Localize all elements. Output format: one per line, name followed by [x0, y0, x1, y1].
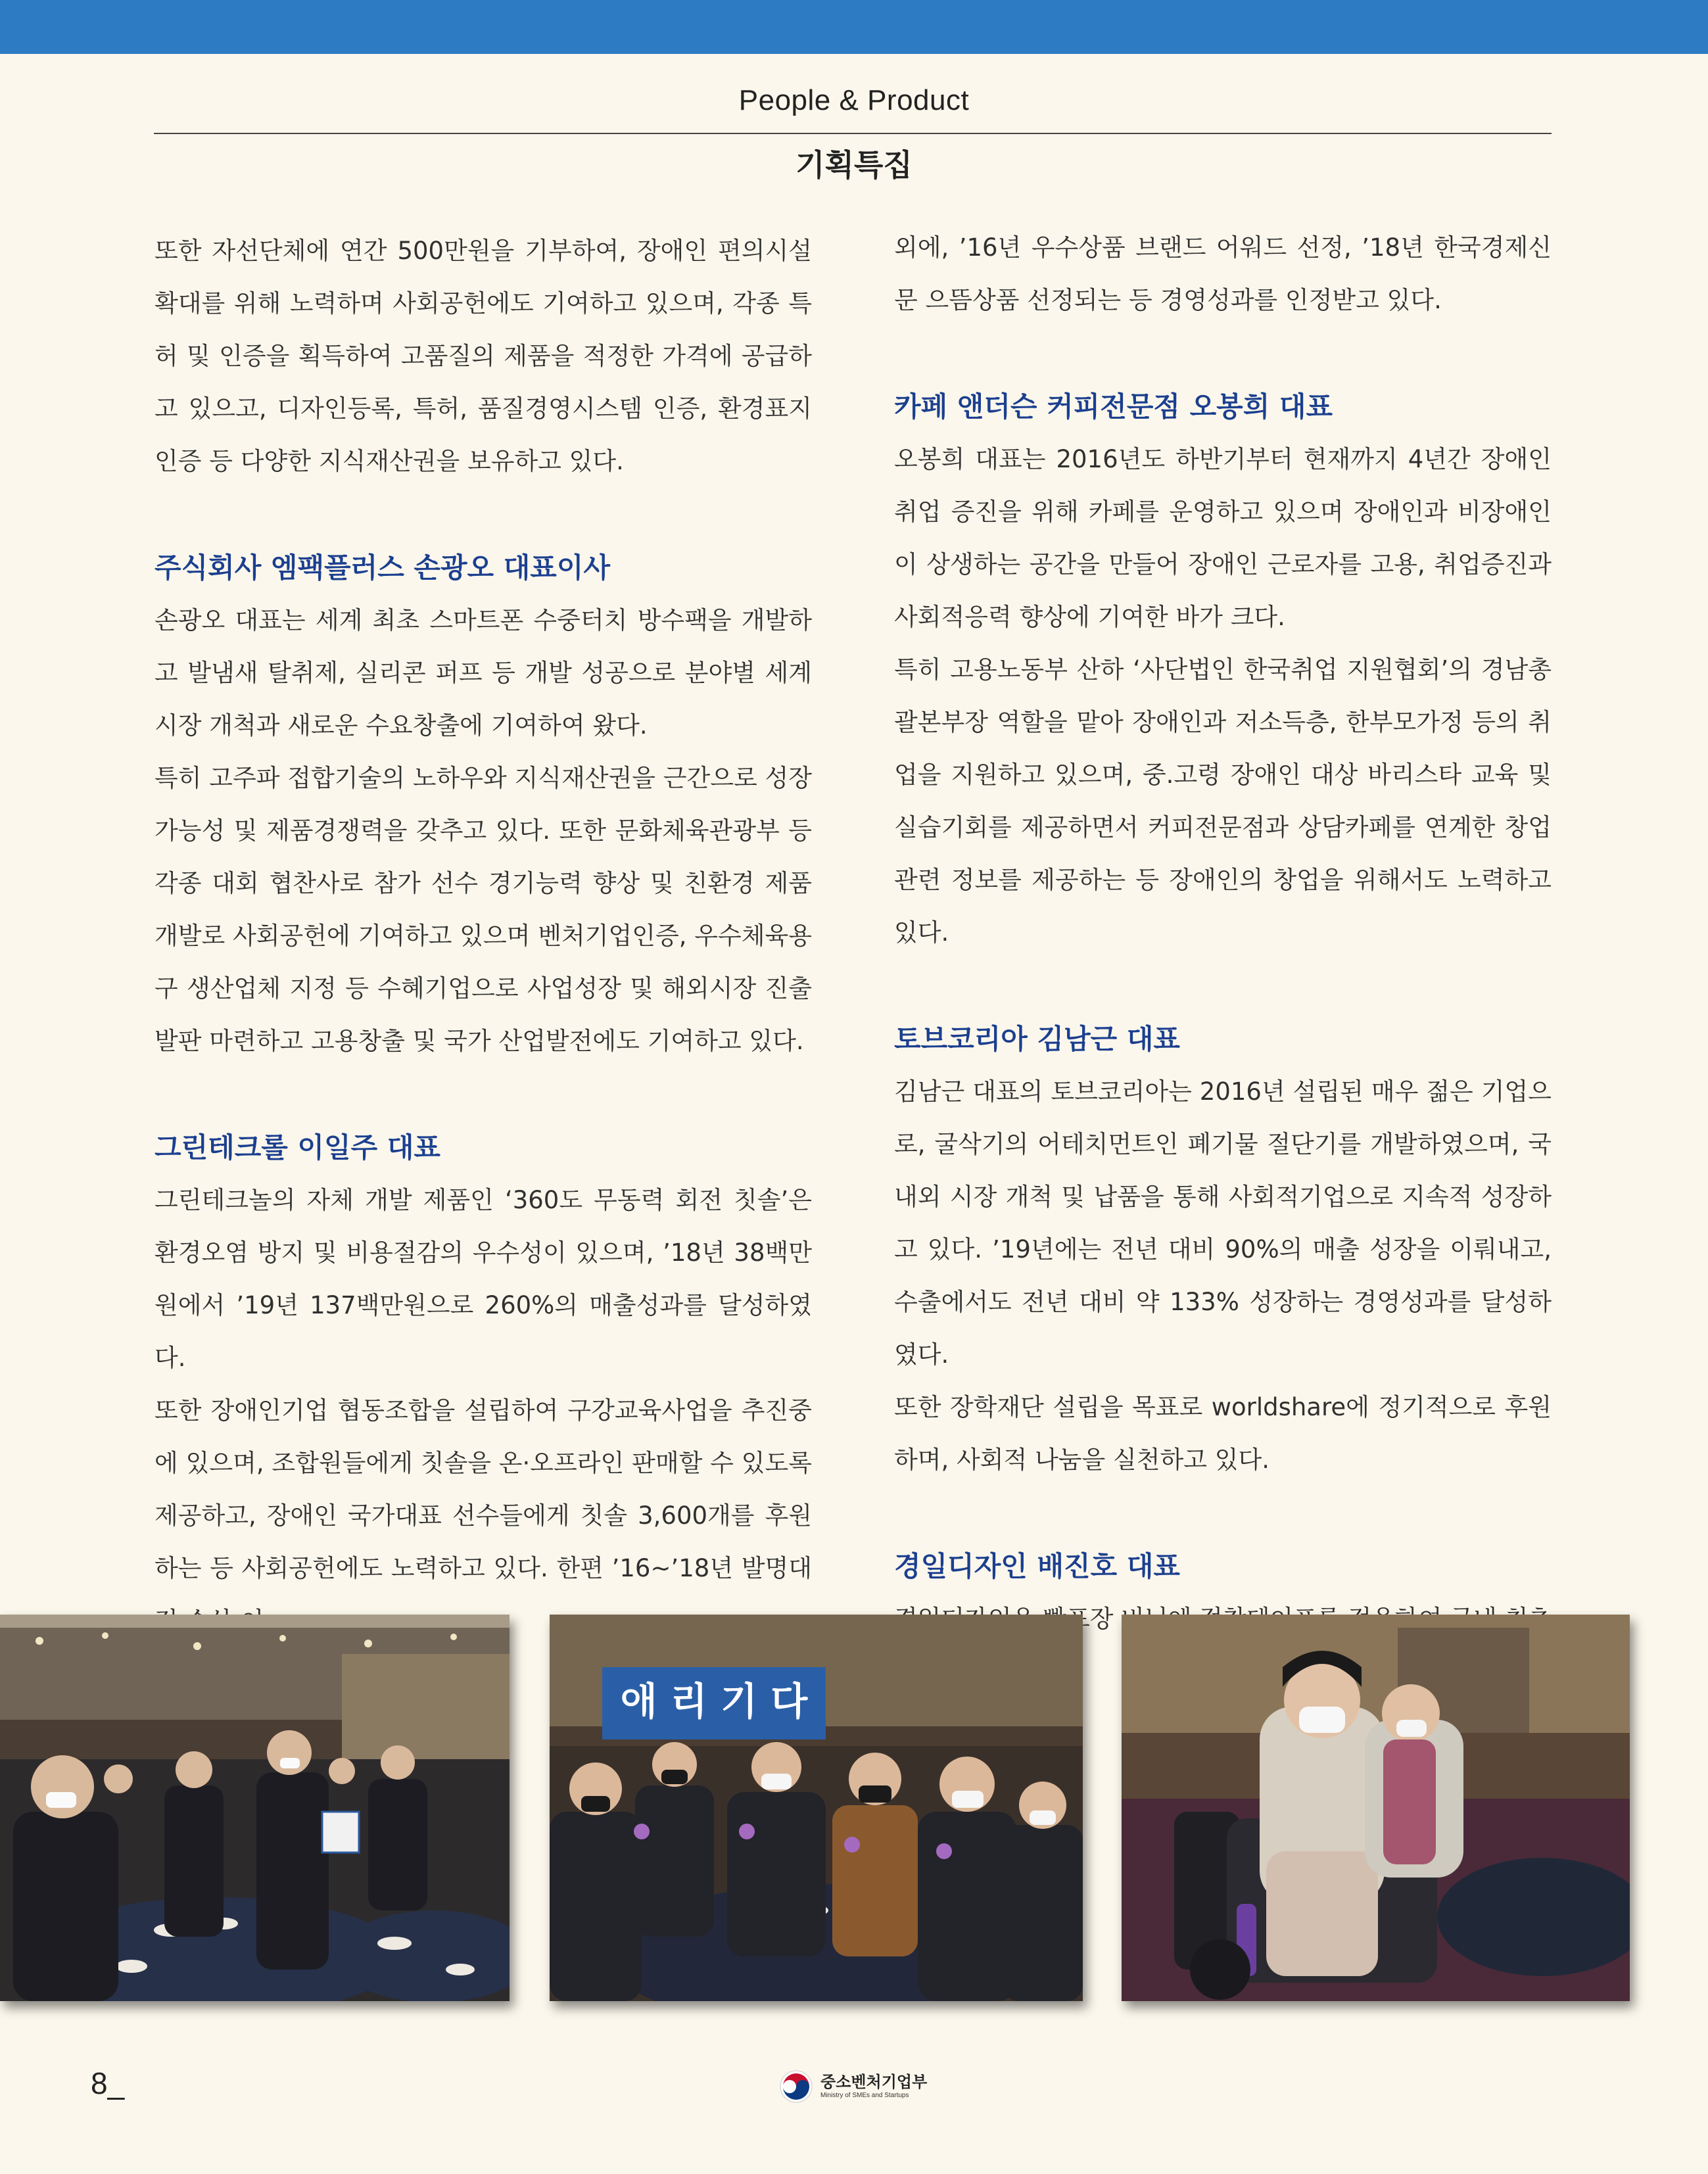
event-photo-seated-guests: [550, 1615, 1083, 2001]
tov-paragraph-1: 김남근 대표의 토브코리아는 2016년 설립된 매우 젊은 기업으로, 굴삭기의 어테치먼트인 폐기물 절단기를 개발하였으며, 국내외 시장 개척 및 납품을 통해 사회적기업으로 지속적 성장하고 있다. ’19년에는 전년 대비 90%의 매출 성장을 이뤄내고, 수출에서도 전년 대비 약 133% 성장하는 경영성과를 달성하였다.: [894, 1077, 1552, 1369]
section-label: People & Product: [738, 84, 970, 116]
cafe-paragraph-2: 특히 고용노동부 산하 ‘사단법인 한국취업 지원협회’의 경남총괄본부장 역할을 맡아 장애인과 저소득층, 한부모가정 등의 취업을 지원하고 있으며, 중.고령 장애인 대상 바리스타 교육 및 실습기회를 제공하면서 커피전문점과 상담카페를 연계한 창업 관련 정보를 제공하는 등 장애인의 창업을 위해서도 노력하고 있다.: [894, 655, 1552, 947]
right-column: [894, 222, 1552, 1698]
section-heading-greentech: 그린테크롤 이일주 대표: [154, 1131, 440, 1164]
ministry-name-en: Ministry of SMEs and Startups: [820, 2092, 909, 2099]
intro-paragraph: 또한 자선단체에 연간 500만원을 기부하여, 장애인 편의시설 확대를 위해 노력하며 사회공헌에도 기여하고 있으며, 각종 특허 및 인증을 획득하여 고품질의 제품을 적정한 가격에 공급하고 있으고, 디자인등록, 특허, 품질경영시스템 인증, 환경표지 인증 등 다양한 지식재산권을 보유하고 있다.: [154, 237, 812, 475]
left-column: [154, 225, 812, 1647]
page-number: 8_: [91, 2066, 125, 2100]
greentech-paragraph-2: 또한 장애인기업 협동조합을 설립하여 구강교육사업을 추진중에 있으며, 조합원들에게 칫솔을 온·오프라인 판매할 수 있도록 제공하고, 장애인 국가대표 선수들에게 칫솔 3,600개를 후원하는 등 사회공헌에도 노력하고 있다. 한편 ’16~’18년 발명대: [154, 1396, 812, 1582]
ministry-name-ko: 중소벤처기업부: [820, 2073, 928, 2091]
section-heading-cafe-anderson: 카페 앤더슨 커피전문점 오봉희 대표: [894, 390, 1333, 423]
ministry-logo: [780, 2066, 927, 2108]
mpackplus-paragraph-1: 손광오 대표는 세계 최초 스마트폰 수중터치 방수팩을 개발하고 발냄새 탈취제, 실리콘 퍼프 등 개발 성공으로 분야별 세계시장 개척과 새로운 수요창출에 기여하여 왔다.: [154, 606, 812, 740]
greentech-paragraph-1: 그린테크놀의 자체 개발 제품인 ‘360도 무동력 회전 칫솔’은 환경오염 방지 및 비용절감의 우수성이 있으며, ’18년 38백만원에서 ’19년 137백만원으로 260%의 매출성과를 달성하였다.: [154, 1186, 812, 1372]
section-subtitle: 기획특집: [795, 147, 913, 183]
section-heading-tov-korea: 토브코리아 김남근 대표: [894, 1023, 1180, 1055]
section-heading-kyungil-design: 경일디자인 배진호 대표: [894, 1550, 1180, 1582]
header-divider: [154, 133, 1552, 134]
event-photo-wheelchair-guest: [1122, 1615, 1630, 2001]
mpackplus-paragraph-2: 특히 고주파 접합기술의 노하우와 지식재산권을 근간으로 성장가능성 및 제품경쟁력을 갖추고 있다. 또한 문화체육관광부 등 각종 대회 협찬사로 참가 선수 경기능력 향상 및 친환경 제품 개발로 사회공헌에 기여하고 있으며 벤처기업인증, 우수체육용구 생산업체 지정 등 수혜기업으로 사업성장 및 해외시장 진출발판 마련하고 고용창출 및 국가 산업발전에도 기여하고 있다.: [154, 764, 812, 1055]
top-accent-bar: [0, 0, 1708, 54]
cafe-paragraph-1: 오봉희 대표는 2016년도 하반기부터 현재까지 4년간 장애인 취업 증진을 위해 카페를 운영하고 있으며 장애인과 비장애인이 상생하는 공간을 만들어 장애인 근로자를 고용, 취업증진과 사회적응력 향상에 기여한 바가 크다.: [894, 445, 1552, 631]
event-photo-standing-audience: [0, 1615, 510, 2001]
tov-paragraph-2: 또한 장학재단 설립을 목표로 worldshare에 정기적으로 후원하며, 사회적 나눔을 실천하고 있다.: [894, 1393, 1552, 1474]
section-heading-mpackplus: 주식회사 엠팩플러스 손광오 대표이사: [154, 552, 611, 584]
continuation-paragraph: 외에, ’16년 우수상품 브랜드 어워드 선정, ’18년 한국경제신문 으뜸상품 선정되는 등 경영성과를 인정받고 있다.: [894, 233, 1552, 314]
taeguk-emblem-icon: [780, 2070, 813, 2103]
banner-text: 애 리 기 다: [620, 1679, 808, 1724]
